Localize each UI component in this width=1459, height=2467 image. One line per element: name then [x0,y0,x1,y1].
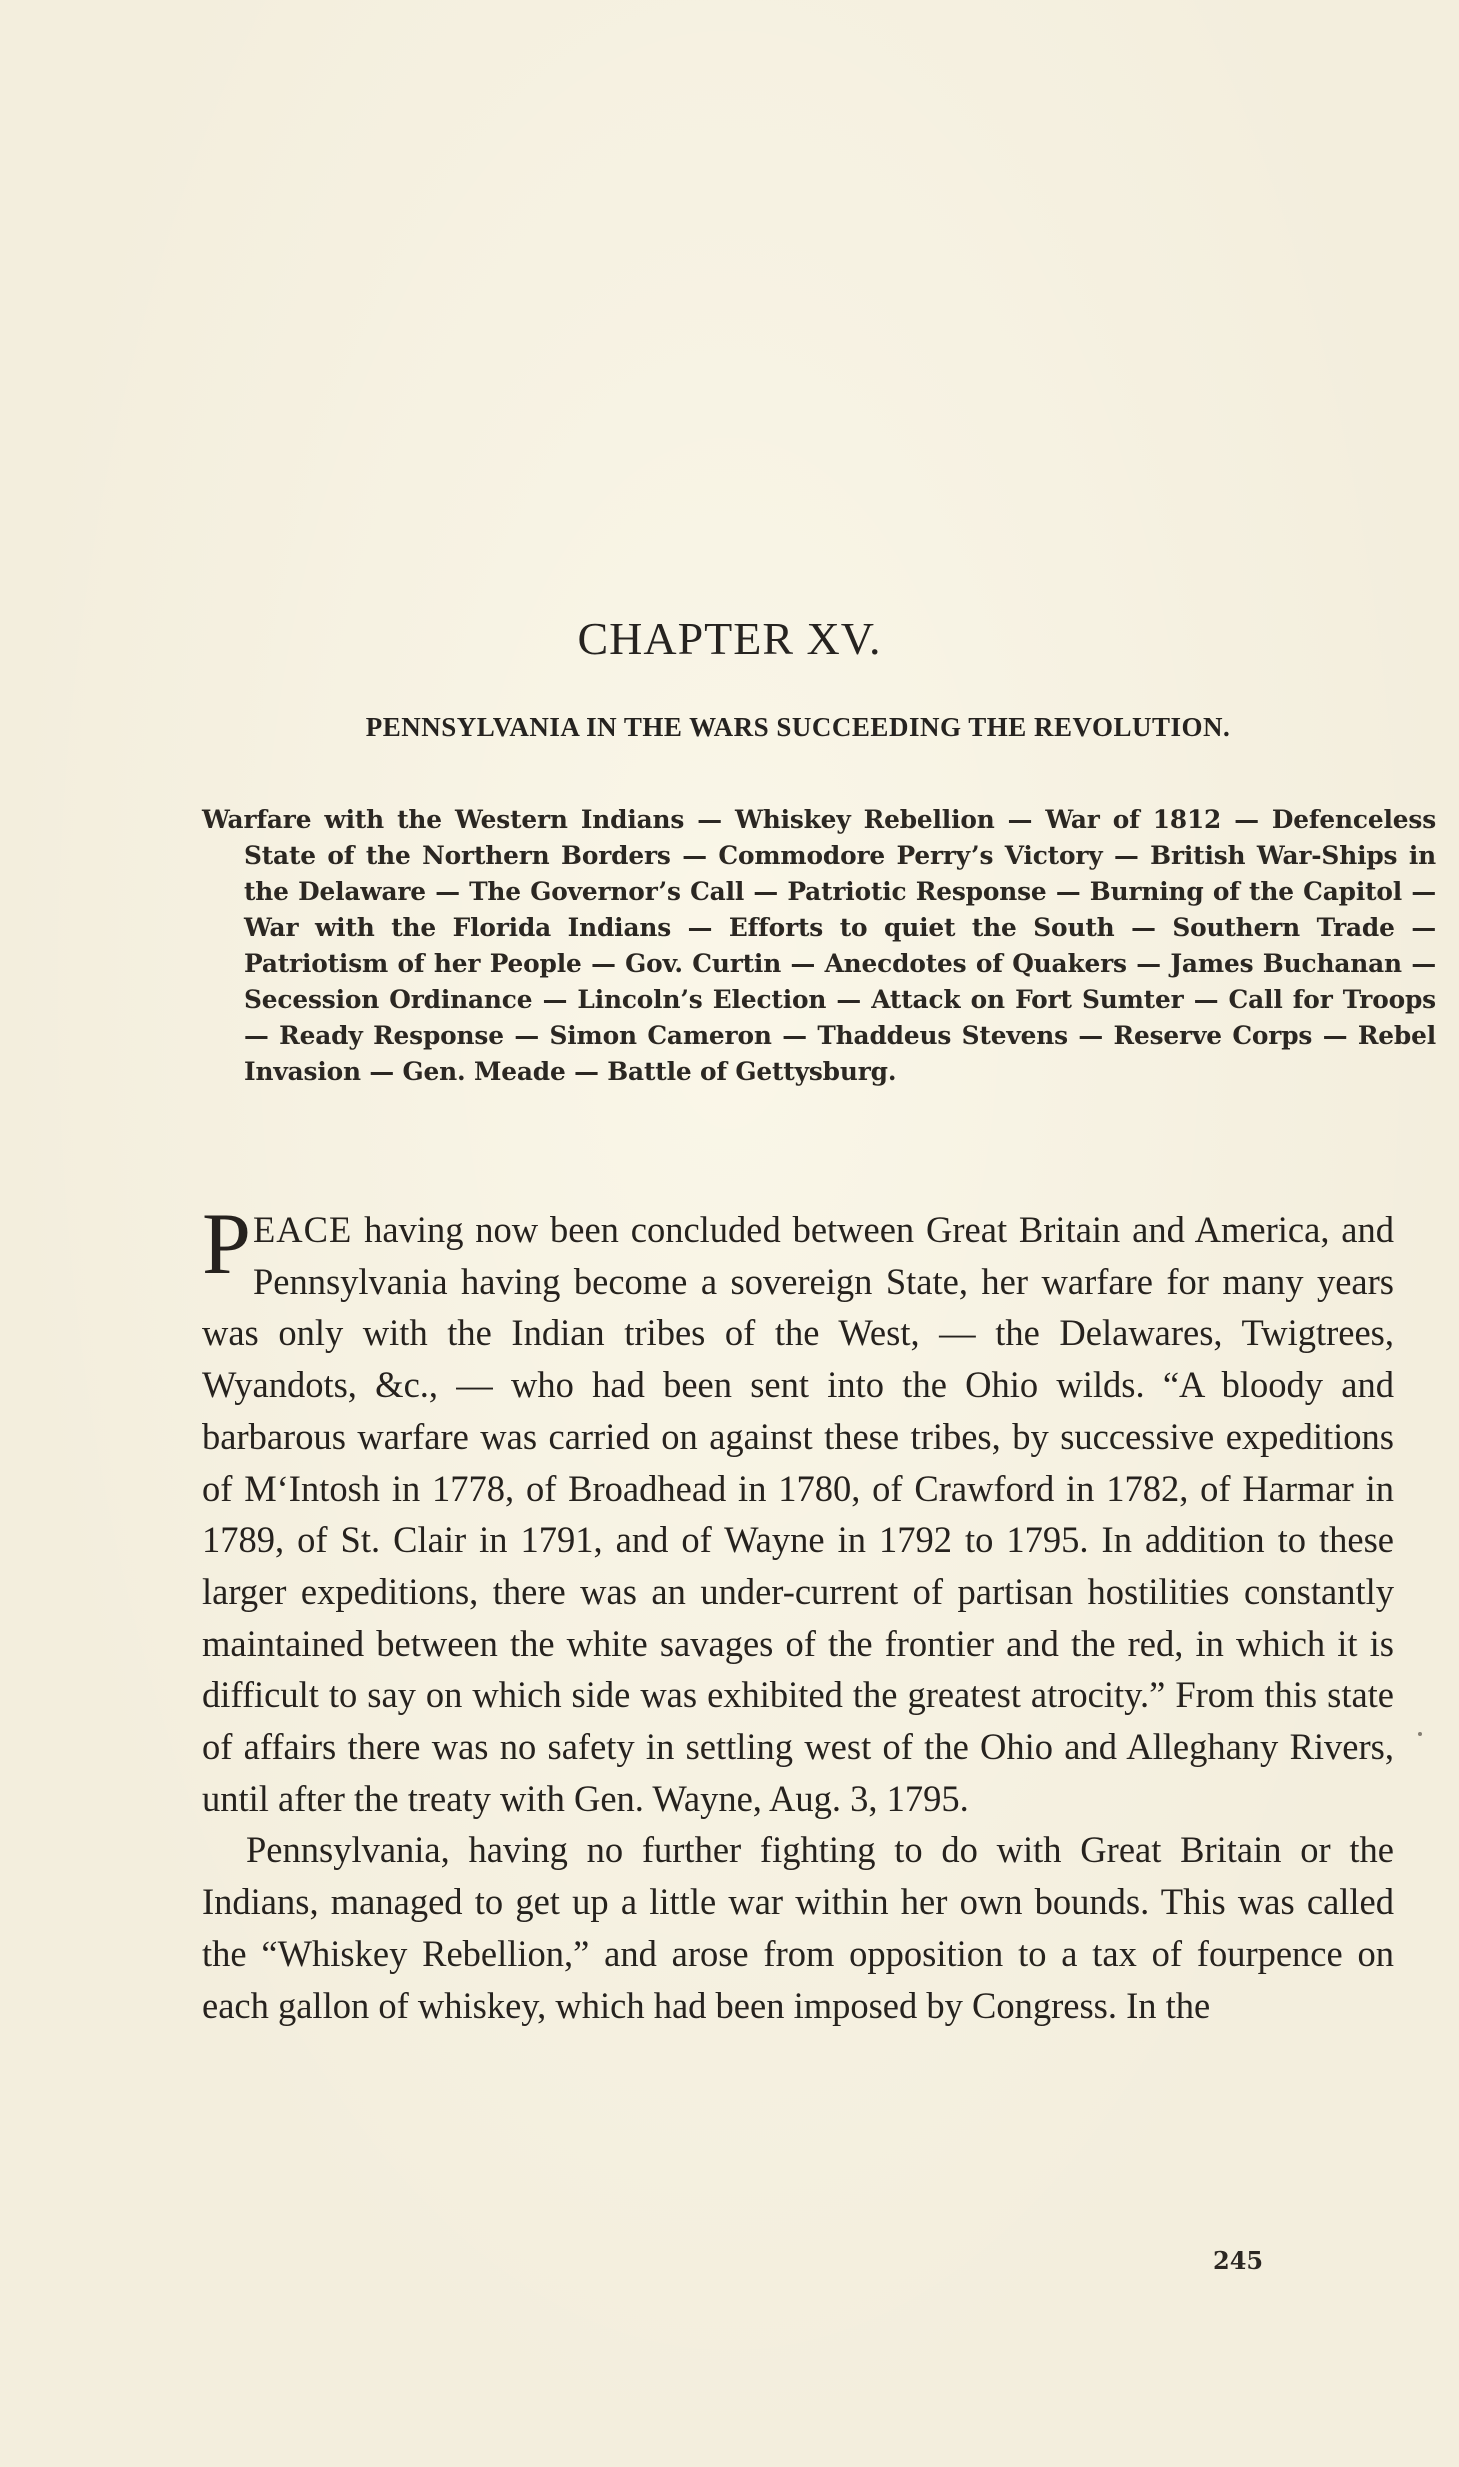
first-word-rest: EACE [252,1209,353,1250]
page-number: 245 [1213,2246,1264,2275]
paragraph-1-text: having now been concluded between Great Britain and America, and Pennsylvania having become a sovereign State, her warfare for many years was only with the Indian tribes of the West, — the Delawares, Twigtrees, Wyandots, &c., — who had been sent into the Ohio wilds. “A bloody and barbarous warfare was carried on against these tribes, by successive expeditions of M‘Intosh in 1778, of Broadhead in 1780, of Crawford in 1782, of Harmar in 1789, of St. Clair in 1791, and of Wayne in 1792 to 1795. In addition to these larger expeditions, there was an under-current of partisan hostilities constantly maintained between the white savages of the frontier and the red, in which it is difficult to say on which side was exhibited the greatest atrocity.” From this state of affairs there was no safety in settling west of the Ohio and Alleghany Rivers, until after the treaty with Gen. Wayne, Aug. 3, 1795. [202,1209,1394,1819]
body-text [202,1196,1394,2031]
chapter-summary: Warfare with the Western Indians — Whiskey Rebellion — War of 1812 — Defenceless State of the Northern Borders — Commodore Perry’s Victory — British War-Ships in the Delaware — The Governor’s Call — Patriotic Response — Burning of the Capitol — War with the Florida Indians — Efforts to quiet the South — Southern Trade — Patriotism of her People — Gov. Curtin — Anecdotes of Quakers — James Buchanan — Secession Ordinance — Lincoln’s Election — Attack on Fort Sumter — Call for Troops — Ready Response — Simon Cameron — Thaddeus Stevens — Reserve Corps — Rebel Invasion — Gen. Meade — Battle of Gettysburg. [202,805,1436,1086]
drop-cap: P [202,1196,251,1293]
chapter-title: CHAPTER XV. [577,613,882,664]
paragraph-1 [202,1196,1394,1824]
chapter-subtitle: PENNSYLVANIA IN THE WARS SUCCEEDING THE REVOLUTION. [365,712,1231,742]
ink-speck [1418,1732,1422,1736]
paragraph-2: Pennsylvania, having no further fighting to do with Great Britain or the Indians, managed to get up a little war within her own bounds. This was called the “Whiskey Rebellion,” and arose from opposition to a tax of fourpence on each gallon of whiskey, which had been imposed by Congress. In the [202,1829,1394,2026]
